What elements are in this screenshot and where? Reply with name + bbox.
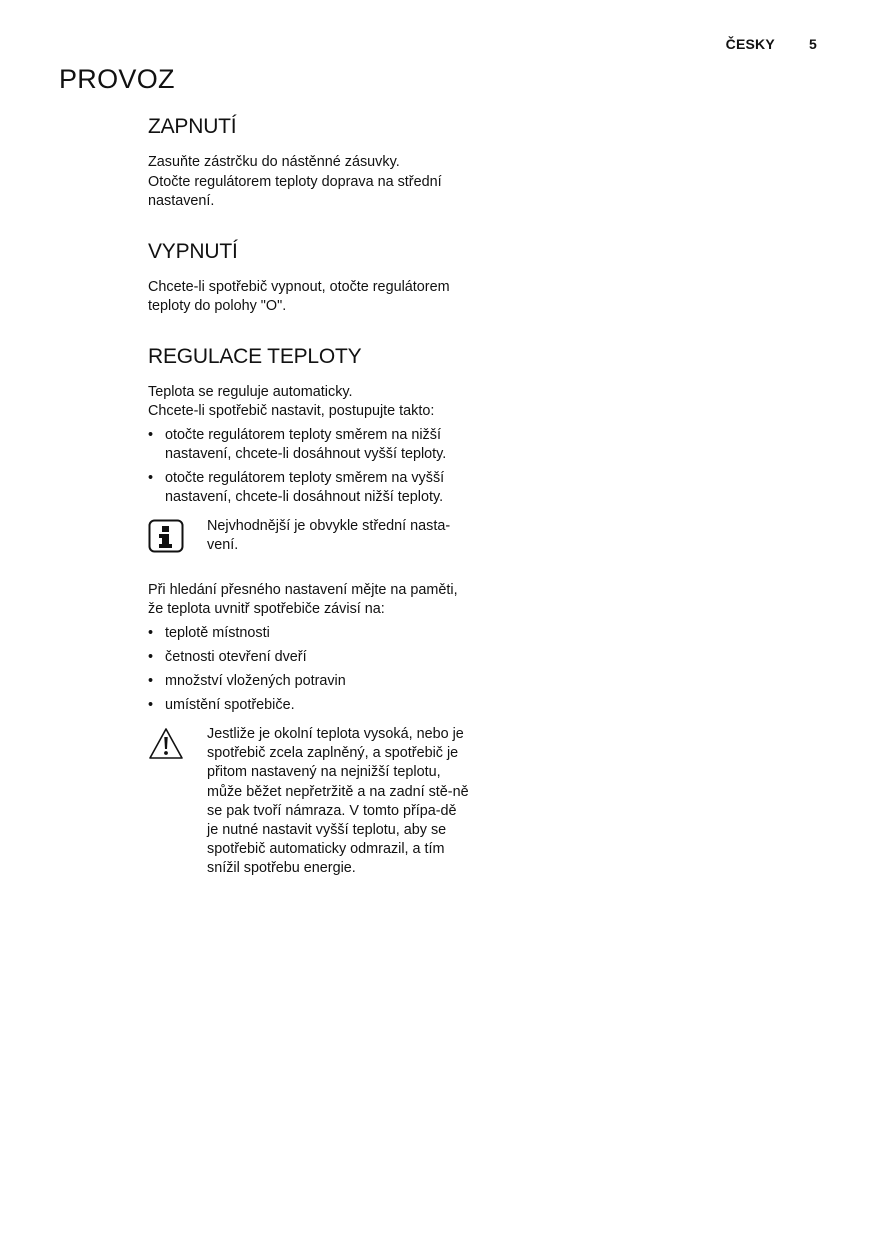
list-item: • otočte regulátorem teploty směrem na nižší nastavení, chcete-li dosáhnout vyšší teploty. <box>148 426 470 465</box>
chapter-title: PROVOZ <box>59 64 175 94</box>
list-item: • otočte regulátorem teploty směrem na vyšší nastavení, chcete-li dosáhnout nižší teploty. <box>148 469 470 508</box>
info-note-text: Nejvhodnější je obvykle střední nasta-vení. <box>207 517 451 553</box>
section-heading-zapnuti: ZAPNUTÍ <box>148 115 237 138</box>
section-zapnuti <box>148 114 470 212</box>
section-heading-regulace: REGULACE TEPLOTY <box>148 344 362 368</box>
info-icon <box>148 519 184 562</box>
instruction-list <box>148 426 470 508</box>
warning-icon <box>148 727 184 767</box>
info-note <box>148 517 470 556</box>
running-header <box>726 36 817 52</box>
zapnuti-line-1: Zasuňte zástrčku do nástěnné zásuvky. <box>148 154 400 170</box>
section-heading-vypnuti: VYPNUTÍ <box>148 239 238 263</box>
list-item: • teplotě místnosti <box>148 624 470 644</box>
warning-note <box>148 725 470 879</box>
content-column <box>148 114 470 879</box>
section-vypnuti <box>148 239 470 317</box>
list-item: • četnosti otevření dveří <box>148 648 470 668</box>
zapnuti-line-2: Otočte regulátorem teploty doprava na střední nastavení. <box>148 173 442 209</box>
section-regulace <box>148 344 470 879</box>
language-label: ČESKY <box>725 36 775 52</box>
list-item: • množství vložených potravin <box>148 672 470 692</box>
factors-intro: Při hledání přesného nastavení mějte na paměti, že teplota uvnitř spotřebiče závisí na: <box>148 581 458 617</box>
vypnuti-text: Chcete-li spotřebič vypnout, otočte regulátorem teploty do polohy "O". <box>148 278 450 314</box>
regulace-line-1: Teplota se reguluje automaticky. <box>148 383 353 400</box>
list-item: • umístění spotřebiče. <box>148 696 470 716</box>
regulace-line-2: Chcete-li spotřebič nastavit, postupujte takto: <box>148 403 435 419</box>
page-number: 5 <box>809 36 817 52</box>
warning-note-text: Jestliže je okolní teplota vysoká, nebo je spotřebič zcela zaplněný, a spotřebič je přitom nastavený na nejnižší teplotu, může běžet nepřetržitě a na zadní stě-ně se pak tvoří námraza. V tomto přípa-dě je nutné nastavit vyšší teplotu, aby se spotřebič automaticky odmrazil, a tím snížil spotřebu energie. <box>207 726 469 877</box>
factors-list <box>148 624 470 716</box>
